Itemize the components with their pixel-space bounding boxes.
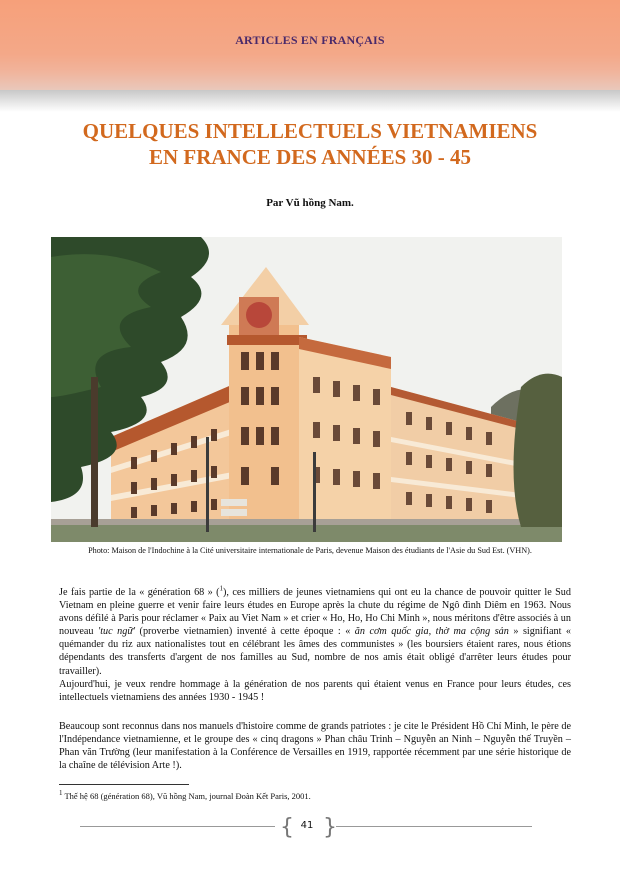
p1-proverb-term: 'tuc ngữ' (98, 626, 136, 638)
footnote-marker: 1 (59, 789, 63, 798)
footnote (59, 791, 311, 801)
right-brace-ornament: } (323, 815, 337, 840)
article-title (0, 118, 620, 170)
footer-rule-right (336, 826, 532, 827)
left-brace-ornament: { (280, 815, 294, 840)
p1-segment-b: ), ces milliers de jeunes vietnamiens qui ont eu la chance de pouvoir quitter le Sud Vietnam en pleine guerre et venir faire leurs études en Europe après la chute du régime de Ngô đình Diêm en 1963. Nous avons défilé à Paris pour réclamer « Paix au Viet Nam » et crier « Ho, Ho, Ho Chi Minh », nous méritons d'être associés à un nouveau (59, 587, 571, 638)
paragraph-1-text (59, 586, 571, 678)
title-line-2: EN FRANCE DES ANNÉES 30 - 45 (148, 145, 472, 169)
photo-caption: Photo: Maison de l'Indochine à la Cité universitaire internationale de Paris, devenue Maison des étudiants de l'Asie du Sud Est. (VHN). (88, 546, 532, 555)
title-line-1: QUELQUES INTELLECTUELS VIETNAMIENS (82, 119, 538, 143)
section-header-band (0, 0, 620, 90)
paragraph-1 (59, 586, 571, 704)
p1-segment-c: (proverbe vietnamien) inventé à cette époque : « (135, 626, 355, 638)
header-shadow (0, 90, 620, 112)
article-byline: Par Vũ hồng Nam. (266, 197, 354, 209)
paragraph-1b: Aujourd'hui, je veux rendre hommage à la génération de nos parents qui étaient venus en France pour leurs études, ces intellectuels vietnamiens des années 1930 - 1945 ! (59, 678, 571, 703)
footnote-divider (59, 784, 189, 785)
p1-proverb-quote: ăn cơm quốc gia, thờ ma cộng sản (354, 626, 509, 638)
footnote-text: Thế hệ 68 (génération 68), Vũ hồng Nam, journal Đoàn Kết Paris, 2001. (62, 791, 311, 801)
page-number: 41 (300, 820, 314, 831)
building-photo-illustration (51, 237, 562, 542)
paragraph-2-text: Beaucoup sont reconnus dans nos manuels d'histoire comme de grands patriotes : je cite le Président Hồ Chí Minh, le père de l'Indépendance vietnamienne, et le groupe des « cinq dragons » Phan châu Trinh – Nguyễn an Ninh – Nguyễn thế Truyền – Phan văn Trường (leur manifestation à la Conférence de Versailles en 1919, rapportée récemment par une série historique de la chaîne de télévision Arte !). (59, 721, 571, 772)
p1-segment-a: Je fais partie de la « génération 68 » ( (59, 587, 220, 598)
footer-rule-left (80, 826, 275, 827)
paragraph-2 (59, 720, 571, 772)
section-label: ARTICLES EN FRANÇAIS (235, 33, 385, 47)
article-photo (51, 237, 562, 542)
p1-segment-d: » signifiant « quémander du riz aux nationalistes tout en célébrant les âmes des communistes » (les boursiers étaient rares, nous étions dépendants des transferts d'argent de nos familles au Sud, nombre de nos amis était obligé d'arrêter leurs études pour travailler). (59, 626, 572, 677)
footnote-ref: 1 (219, 584, 224, 593)
